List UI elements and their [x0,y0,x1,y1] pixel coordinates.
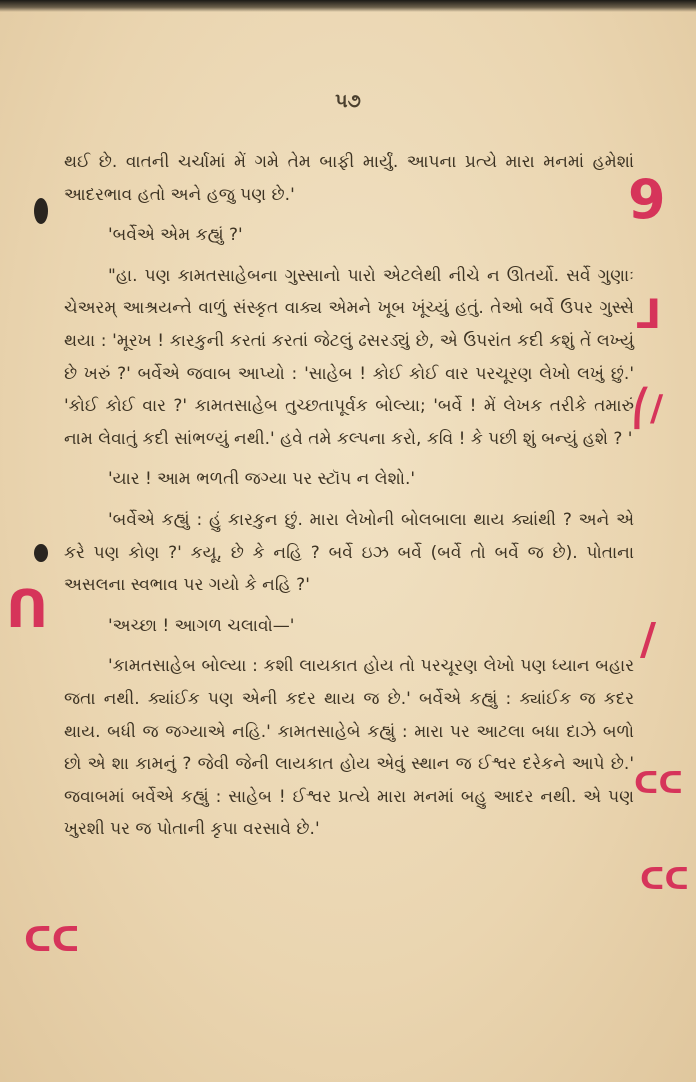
margin-proof-mark: ᑕᑕ [24,920,80,960]
margin-proof-mark: ᑕᑕ [640,862,689,897]
margin-proof-mark: ⎛/ [632,388,664,429]
paragraph-3: "હા. પણ કામતસાહેબના ગુસ્સાનો પારો એટલેથી નીચે ન ઊતર્યો. સર્વે ગુણાઃ ચેઅરમ્ આશ્રયન્તે વાળું સંસ્કૃત વાક્ય એમને ખૂબ ખૂંચ્યું હતું. તેઓ બર્વે ઉપર ગુસ્સે થયા : 'મૂરખ ! કારકુની કરતાં કરતાં જેટલું ઢસરડ્યું છે, એ ઉપરાંત કદી કશું તેં લખ્યું છે ખરું ?' બર્વેએ જવાબ આપ્યો : 'સાહેબ ! કોઈ કોઈ વાર પરચૂરણ લેખો લખું છું.' 'કોઈ કોઈ વાર ?' કામતસાહેબ તુચ્છતાપૂર્વક બોલ્યા; 'બર્વે ! મેં લેખક તરીકે તમારું નામ લેવાતું કદી સાંભળ્યું નથી.' હવે તમે કલ્પના કરો, કવિ ! કે પછી શું બન્યું હશે ? ' [64,265,634,449]
top-edge-shadow [0,0,696,12]
margin-proof-mark: / [640,614,657,665]
page-number: ૫૭ [335,90,361,112]
body-text [64,146,634,854]
binding-hole-middle [34,544,48,562]
paragraph-2: 'બર્વેએ એમ કહ્યું ?' [108,225,243,246]
margin-proof-mark: ᑎ [6,580,49,640]
paragraph-1: થઈ છે. વાતની ચર્ચામાં મેં ગમે તેમ બાફી માર્યું. આપના પ્રત્યે મારા મનમાં હમેશાં આદરભાવ હતો અને હજુ પણ છે.' [64,152,634,205]
margin-proof-mark: ᑕᑕ [634,766,683,801]
paragraph-7: 'કામતસાહેબ બોલ્યા : કશી લાયકાત હોય તો પરચૂરણ લેખો પણ ધ્યાન બહાર જતા નથી. ક્યાંઈક પણ એની કદર થાય જ છે.' બર્વેએ કહ્યું : ક્યાંઈક જ કદર થાય. બધી જ જગ્યાએ નહિ.' કામતસાહેબે કહ્યું : મારા પર આટલા બધા દાઝે બળો છો એ શા કામનું ? જેવી જેની લાયકાત હોય એવું સ્થાન જ ઈશ્વર દરેકને આપે છે.' જવાબમાં બર્વેએ કહ્યું : સાહેબ ! ઈશ્વર પ્રત્યે મારા મનમાં બહુ આદર નથી. એ પણ ખુરશી પર જ પોતાની કૃપા વરસાવે છે.' [64,656,634,840]
paragraph-6: 'અચ્છા ! આગળ ચલાવો—' [108,615,295,636]
binding-hole-top [34,198,48,224]
margin-proof-mark: 9 [628,168,666,231]
paragraph-5: 'બર્વેએ કહ્યું : હું કારકુન છું. મારા લેખોની બોલબાલા થાય ક્યાંથી ? અને એ કરે પણ કોણ ?' કયૂ, છે કે નહિ ? બર્વે ઇઝ બર્વે (બર્વે તો બર્વે જ છે). પોતાના અસલના સ્વભાવ પર ગયો કે નહિ ?' [64,509,634,596]
margin-proof-mark: ᒧ [636,292,662,338]
paragraph-4: 'યાર ! આમ ભળતી જગ્યા પર સ્ટૉપ ન લેશો.' [108,469,416,490]
